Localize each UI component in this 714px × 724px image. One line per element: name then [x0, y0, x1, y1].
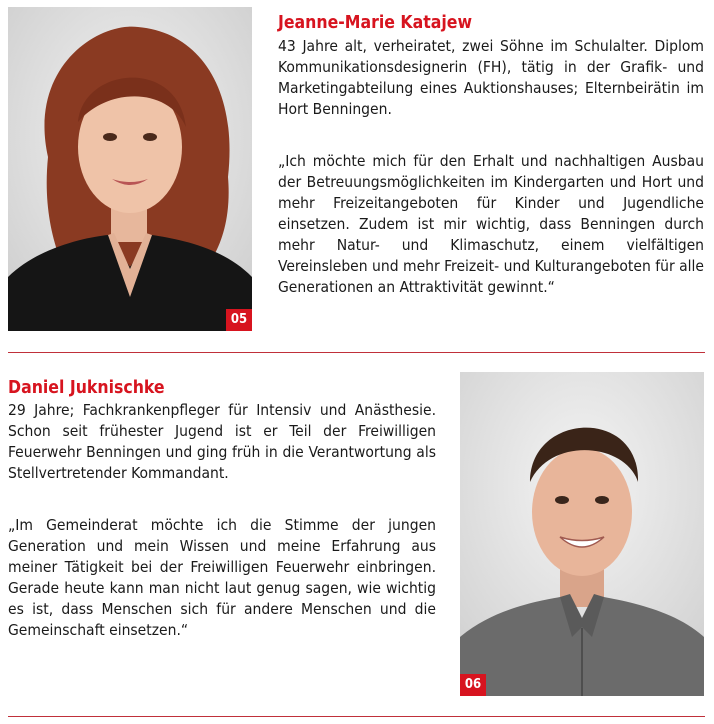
candidate-photo-05 — [8, 7, 252, 331]
candidate-quote: „Ich möchte mich für den Erhalt und nachhaltigen Ausbau der Betreuungsmöglichkeiten im Kindergarten und Hort und mehr Freizeitangeboten für Kinder und Jugendliche einsetzen. Zudem ist mir wichtig, dass Benningen durch mehr Natur- und Klimaschutz, einem vielfältigen Vereinsleben und mehr Freizeit- und Kulturangeboten für alle Generationen an Attraktivität gewinnt.“ — [278, 152, 704, 296]
candidate-number-badge: 06 — [460, 674, 486, 696]
portrait-woman-image — [8, 7, 252, 331]
section-divider — [8, 716, 705, 717]
candidate-number-badge: 05 — [226, 309, 252, 331]
section-divider — [8, 352, 705, 353]
candidate-photo-06 — [460, 372, 704, 696]
portrait-man-image — [460, 372, 704, 696]
candidate-quote: „Im Gemeinderat möchte ich die Stimme der jungen Generation und mein Wissen und meine Erfahrung aus meiner Tätigkeit bei der Freiwilligen Feuerwehr einbringen. Gerade heute kann man nicht laut genug sagen, wie wichtig es ist, dass Menschen sich für andere Menschen und die Gemeinschaft einsetzen.“ — [8, 516, 436, 639]
candidate-bio: 29 Jahre; Fachkrankenpfleger für Intensiv und Anästhesie. Schon seit frühester Jugend ist er Teil der Freiwilligen Feuerwehr Benningen und ging früh in die Verantwortung als Stellvertretender Kommandant. — [8, 401, 436, 482]
candidate-name: Jeanne-Marie Katajew — [278, 13, 472, 33]
candidate-bio: 43 Jahre alt, verheiratet, zwei Söhne im Schulalter. Diplom Kommunikationsdesignerin (FH), tätig in der Grafik- und Marketingabteilung eines Auktionshauses; Elternbeirätin im Hort Benningen. — [278, 37, 704, 118]
candidate-name: Daniel Juknischke — [8, 378, 165, 398]
